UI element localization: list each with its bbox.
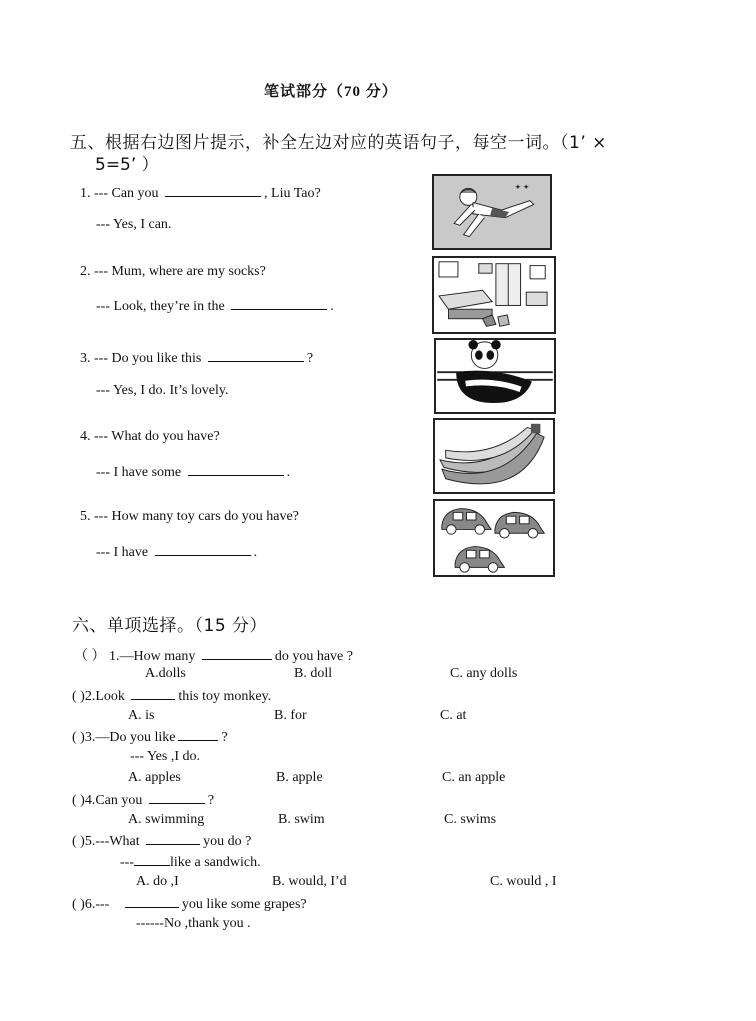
- s5-q2-number: 2.: [80, 264, 91, 279]
- section6-heading: 六、单项选择。（15 分）: [72, 616, 268, 636]
- s6-q6-response: ------No ,thank you .: [136, 916, 251, 931]
- s6-q5-response-dash: ---: [120, 855, 134, 870]
- s5-q2-text: --- Mum, where are my socks?: [94, 264, 266, 279]
- answer-blank[interactable]: [125, 895, 179, 908]
- s6-q3-text-end: ?: [221, 730, 228, 745]
- s5-q4-line2: [96, 463, 290, 481]
- s5-q3-line1: [80, 349, 313, 367]
- s5-q1-number: 1.: [80, 186, 91, 201]
- s5-q3-line2: --- Yes, I do. It’s lovely.: [96, 383, 229, 398]
- s5-q1-text-end: , Liu Tao?: [264, 186, 321, 201]
- s5-q4-answer-text: --- I have some: [96, 465, 182, 480]
- s6-q3-text: 3.—Do you like: [84, 730, 176, 745]
- s6-q1-text: 1.—How many: [109, 649, 196, 664]
- answer-blank[interactable]: [165, 184, 261, 197]
- answer-blank[interactable]: [155, 543, 251, 556]
- bananas-icon: [433, 418, 555, 494]
- s6-q5-option-c: C. would , I: [490, 874, 557, 889]
- s6-q5-text-end: you do ?: [203, 834, 252, 849]
- answer-blank[interactable]: [188, 463, 284, 476]
- s6-q5-option-b: B. would, I’d: [272, 874, 347, 889]
- s6-q3: [72, 728, 228, 746]
- s5-q1-line2: --- Yes, I can.: [96, 217, 172, 232]
- s6-q4-text-end: ?: [207, 793, 215, 808]
- s6-q2-option-a: A. is: [128, 708, 155, 723]
- s6-q5-response: [120, 853, 261, 871]
- answer-blank[interactable]: [134, 853, 170, 866]
- s6-q5: [72, 832, 251, 850]
- svg-text:✦ ✦: ✦ ✦: [514, 182, 530, 192]
- s6-q4-option-b: B. swim: [278, 812, 325, 827]
- s6-q5-option-a: A. do ,I: [136, 874, 179, 889]
- s5-q5-answer-end: .: [253, 545, 258, 560]
- s6-q6-text: 6.---: [84, 897, 110, 912]
- s5-q5-line1: [80, 509, 299, 525]
- s5-q3-number: 3.: [80, 351, 91, 366]
- s5-q1-text: --- Can you: [94, 186, 159, 201]
- s5-q4-number: 4.: [80, 429, 91, 444]
- panda-toy-icon: [434, 338, 556, 414]
- answer-blank[interactable]: [149, 791, 205, 804]
- s5-q3-text-end: ?: [306, 351, 314, 366]
- answer-bracket[interactable]: （ ）: [74, 649, 106, 664]
- bedroom-icon: [432, 256, 556, 334]
- s6-q2-option-b: B. for: [274, 708, 307, 723]
- s6-q4-option-a: A. swimming: [128, 812, 205, 827]
- s5-q2-answer-text: --- Look, they’re in the: [96, 299, 225, 314]
- section5-heading-cont: 5=5’ ）: [95, 155, 159, 175]
- answer-blank[interactable]: [178, 728, 218, 741]
- answer-blank[interactable]: [202, 647, 272, 660]
- s6-q3-option-b: B. apple: [276, 770, 323, 785]
- s5-q4-text: --- What do you have?: [94, 429, 220, 444]
- s5-q2-answer-end: .: [330, 299, 334, 314]
- s6-q2-option-c: C. at: [440, 708, 467, 723]
- s5-q3-text: --- Do you like this: [94, 351, 202, 366]
- answer-blank[interactable]: [131, 687, 175, 700]
- answer-blank[interactable]: [231, 297, 327, 310]
- swimming-boy-icon: [432, 174, 552, 250]
- s5-q2-line1: [80, 264, 266, 280]
- s5-q4-line1: [80, 429, 220, 445]
- s6-q1-option-b: B. doll: [294, 666, 333, 681]
- s5-q5-number: 5.: [80, 509, 91, 524]
- s5-q4-answer-end: .: [286, 465, 291, 480]
- s6-q3-option-a: A. apples: [128, 770, 181, 785]
- s6-q4: [72, 791, 214, 809]
- s6-q1-option-a: A.dolls: [145, 666, 186, 681]
- written-section-title: 笔试部分（70 分）: [264, 84, 398, 100]
- s6-q2-text-end: this toy monkey.: [178, 689, 272, 704]
- s5-q5-line2: [96, 543, 257, 561]
- s5-q2-line2: [96, 297, 334, 315]
- s6-q4-option-c: C. swims: [444, 812, 497, 827]
- toy-cars-icon: [433, 499, 555, 577]
- answer-bracket[interactable]: ( ): [72, 834, 85, 849]
- s6-q6-text-end: you like some grapes?: [181, 897, 307, 912]
- s6-q2-text: 2.Look: [84, 689, 125, 704]
- s5-q5-answer-text: --- I have: [96, 545, 149, 560]
- answer-blank[interactable]: [146, 832, 200, 845]
- s5-q1-line1: [80, 184, 321, 202]
- answer-bracket[interactable]: ( ): [72, 689, 85, 704]
- s6-q2: [72, 687, 271, 705]
- s6-q1-option-c: C. any dolls: [450, 666, 518, 681]
- s6-q6: [72, 895, 307, 913]
- s6-q1: [74, 645, 353, 665]
- s6-q4-text: 4.Can you: [84, 793, 143, 808]
- s5-q5-text: --- How many toy cars do you have?: [94, 509, 299, 524]
- s6-q5-text: 5.---What: [84, 834, 140, 849]
- s6-q1-text-end: do you have ?: [274, 649, 353, 664]
- s6-q3-response: --- Yes ,I do.: [130, 749, 200, 764]
- answer-blank[interactable]: [208, 349, 304, 362]
- answer-bracket[interactable]: ( ): [72, 897, 85, 912]
- answer-bracket[interactable]: ( ): [72, 793, 85, 808]
- s6-q5-response-text: like a sandwich.: [170, 855, 261, 870]
- section5-heading: 五、根据右边图片提示，补全左边对应的英语句子，每空一词。（1’ ×: [70, 133, 607, 153]
- answer-bracket[interactable]: ( ): [72, 730, 85, 745]
- s6-q3-option-c: C. an apple: [442, 770, 506, 785]
